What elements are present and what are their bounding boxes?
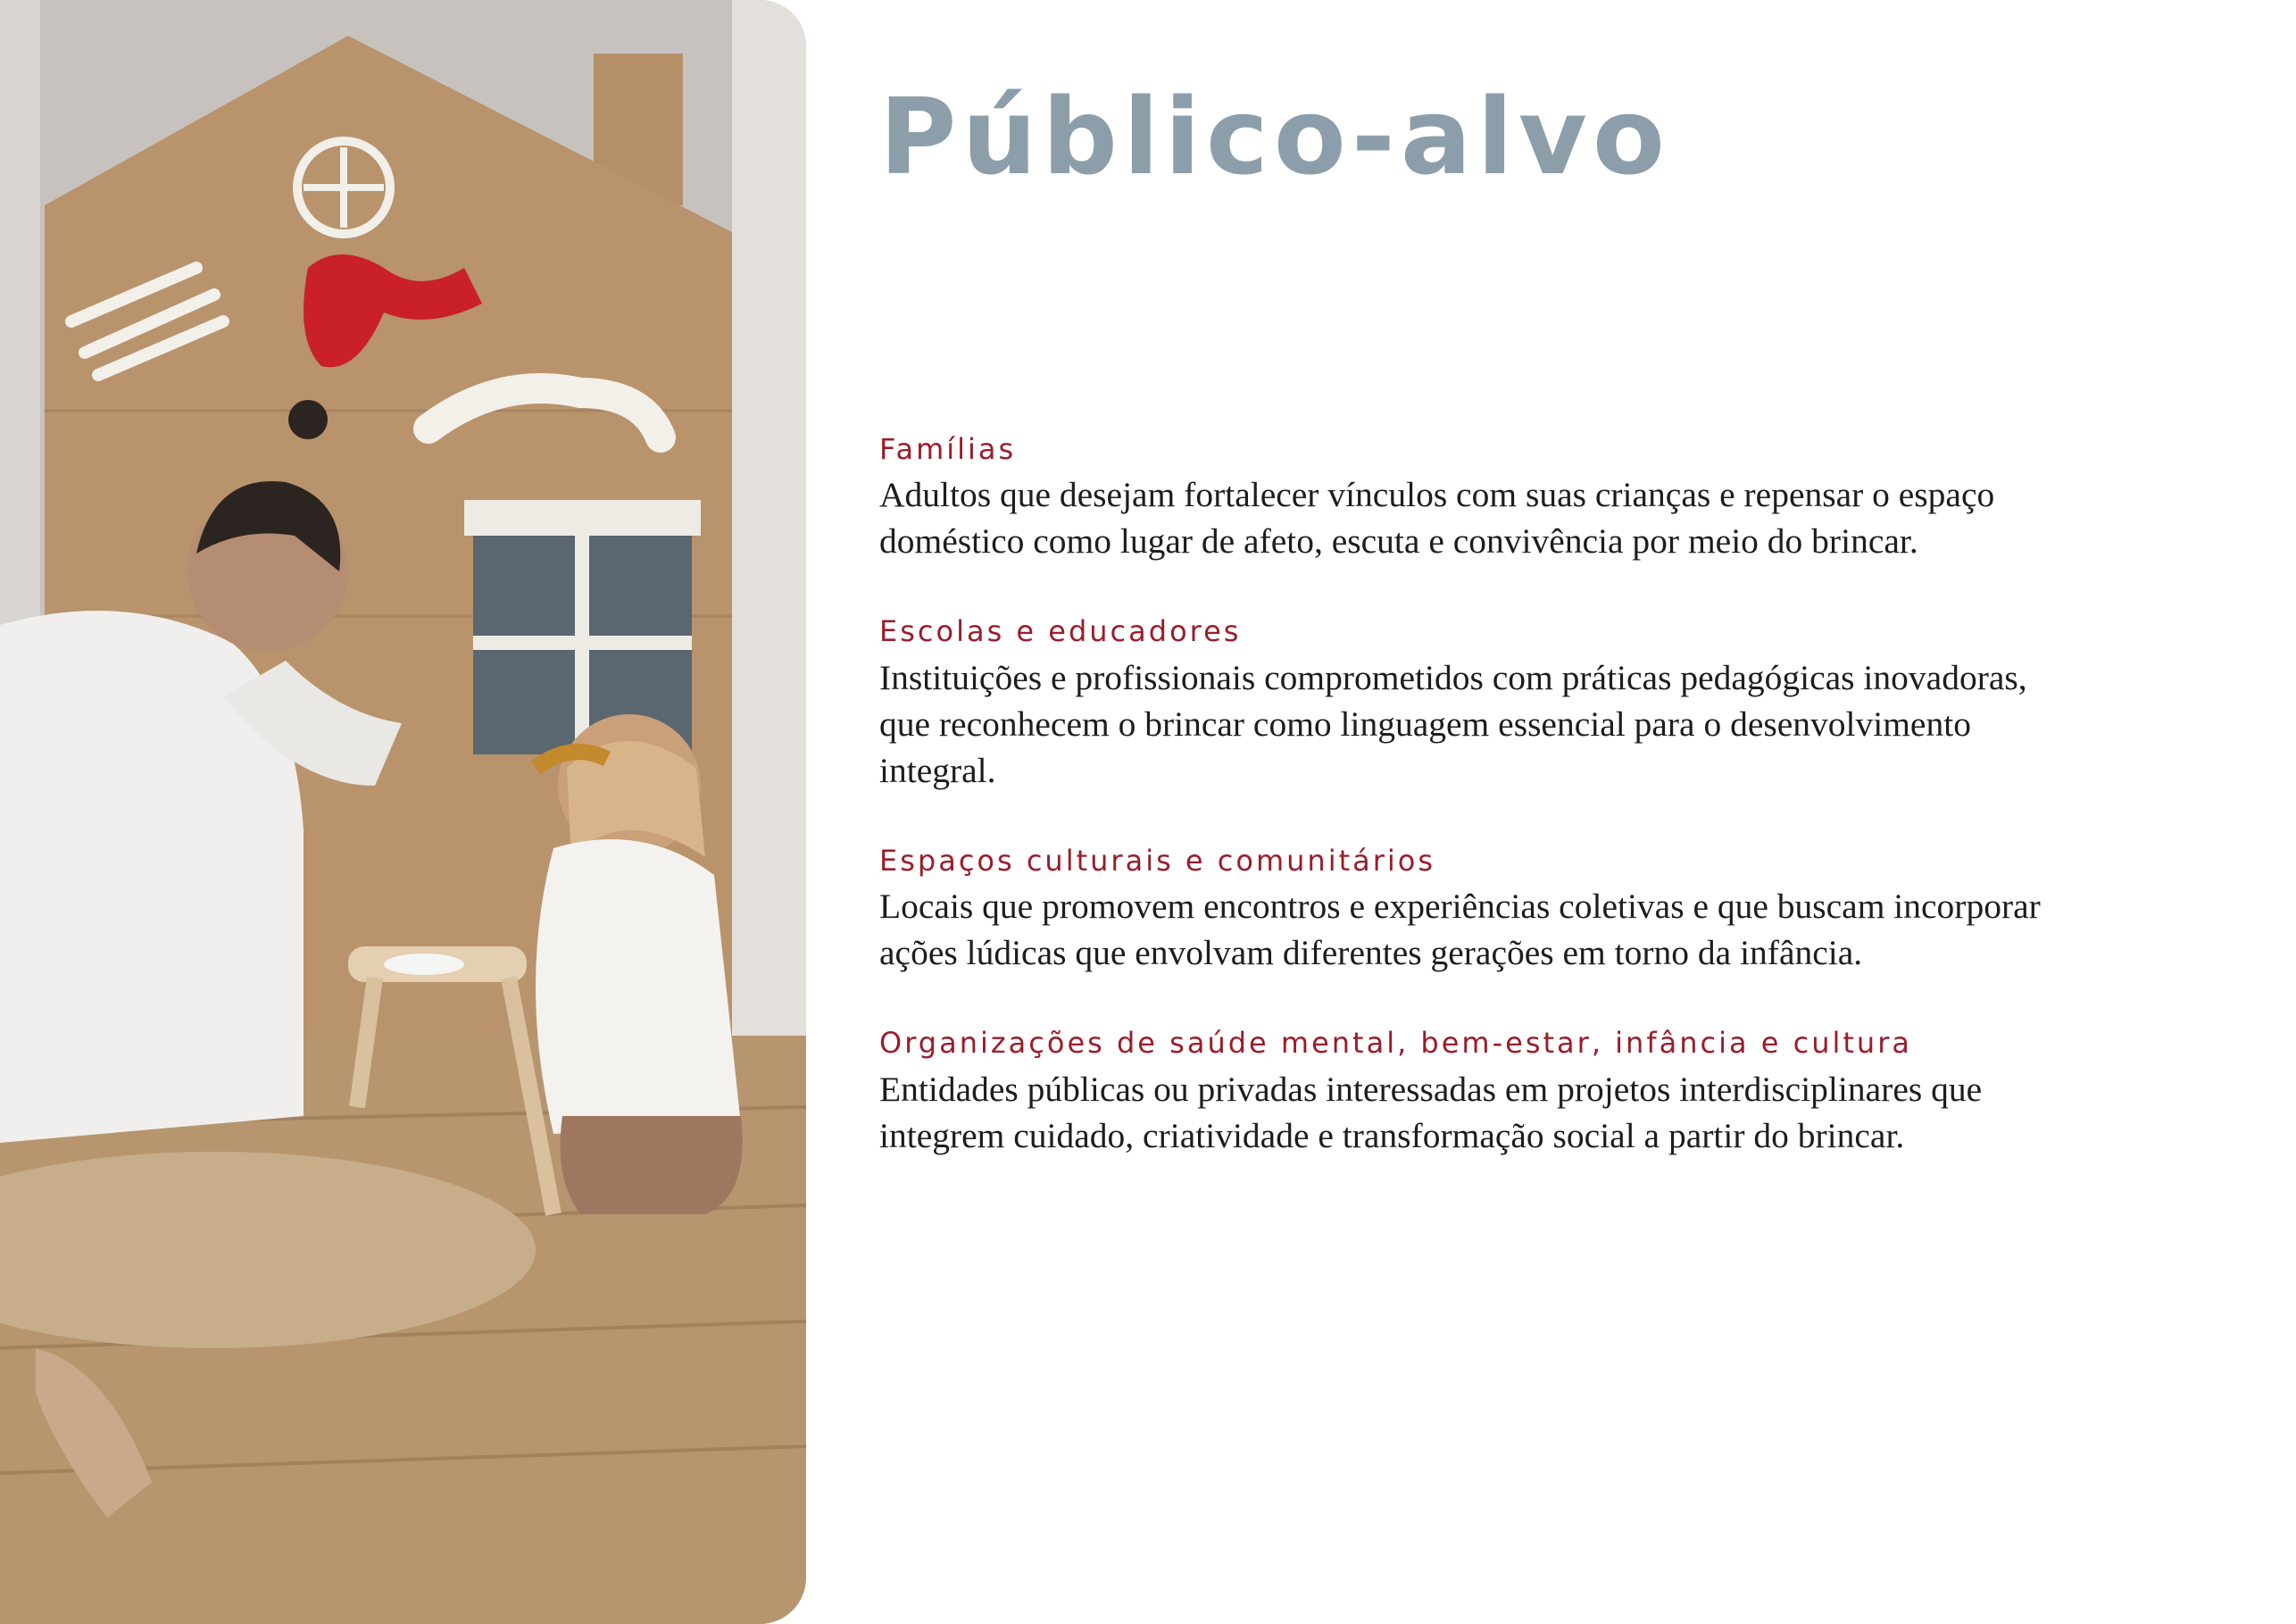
page-title: Público-alvo (879, 75, 1670, 198)
section-heading: Organizações de saúde mental, bem-estar, infância e cultura (879, 1026, 1912, 1061)
section-body: Entidades públicas ou privadas interessadas em projetos interdisciplinares que integrem cuidado, criatividade e transformação social a partir do brincar. (879, 1069, 1983, 1155)
section-body: Instituições e profissionais comprometidos com práticas pedagógicas inovadoras, que reconhecem o brincar como linguagem essencial para o desenvolvimento integral. (879, 657, 2027, 790)
section-escolas-educadores (879, 614, 2058, 793)
section-heading: Escolas e educadores (879, 614, 1242, 649)
photo-father-child-painting-cardboard-house (0, 0, 806, 1624)
section-familias (879, 432, 2058, 564)
section-body: Locais que promovem encontros e experiências coletivas e que buscam incorporar ações lúdicas que envolvam diferentes gerações em torno da infância. (879, 887, 2041, 973)
section-organizacoes-saude (879, 1026, 2058, 1158)
section-espacos-culturais (879, 844, 2058, 976)
audience-sections (879, 432, 2058, 1209)
section-body: Adultos que desejam fortalecer vínculos com suas crianças e repensar o espaço doméstico como lugar de afeto, escuta e convivência por meio do brincar. (879, 475, 1995, 562)
section-heading: Espaços culturais e comunitários (879, 843, 1436, 878)
section-heading: Famílias (879, 432, 1017, 466)
